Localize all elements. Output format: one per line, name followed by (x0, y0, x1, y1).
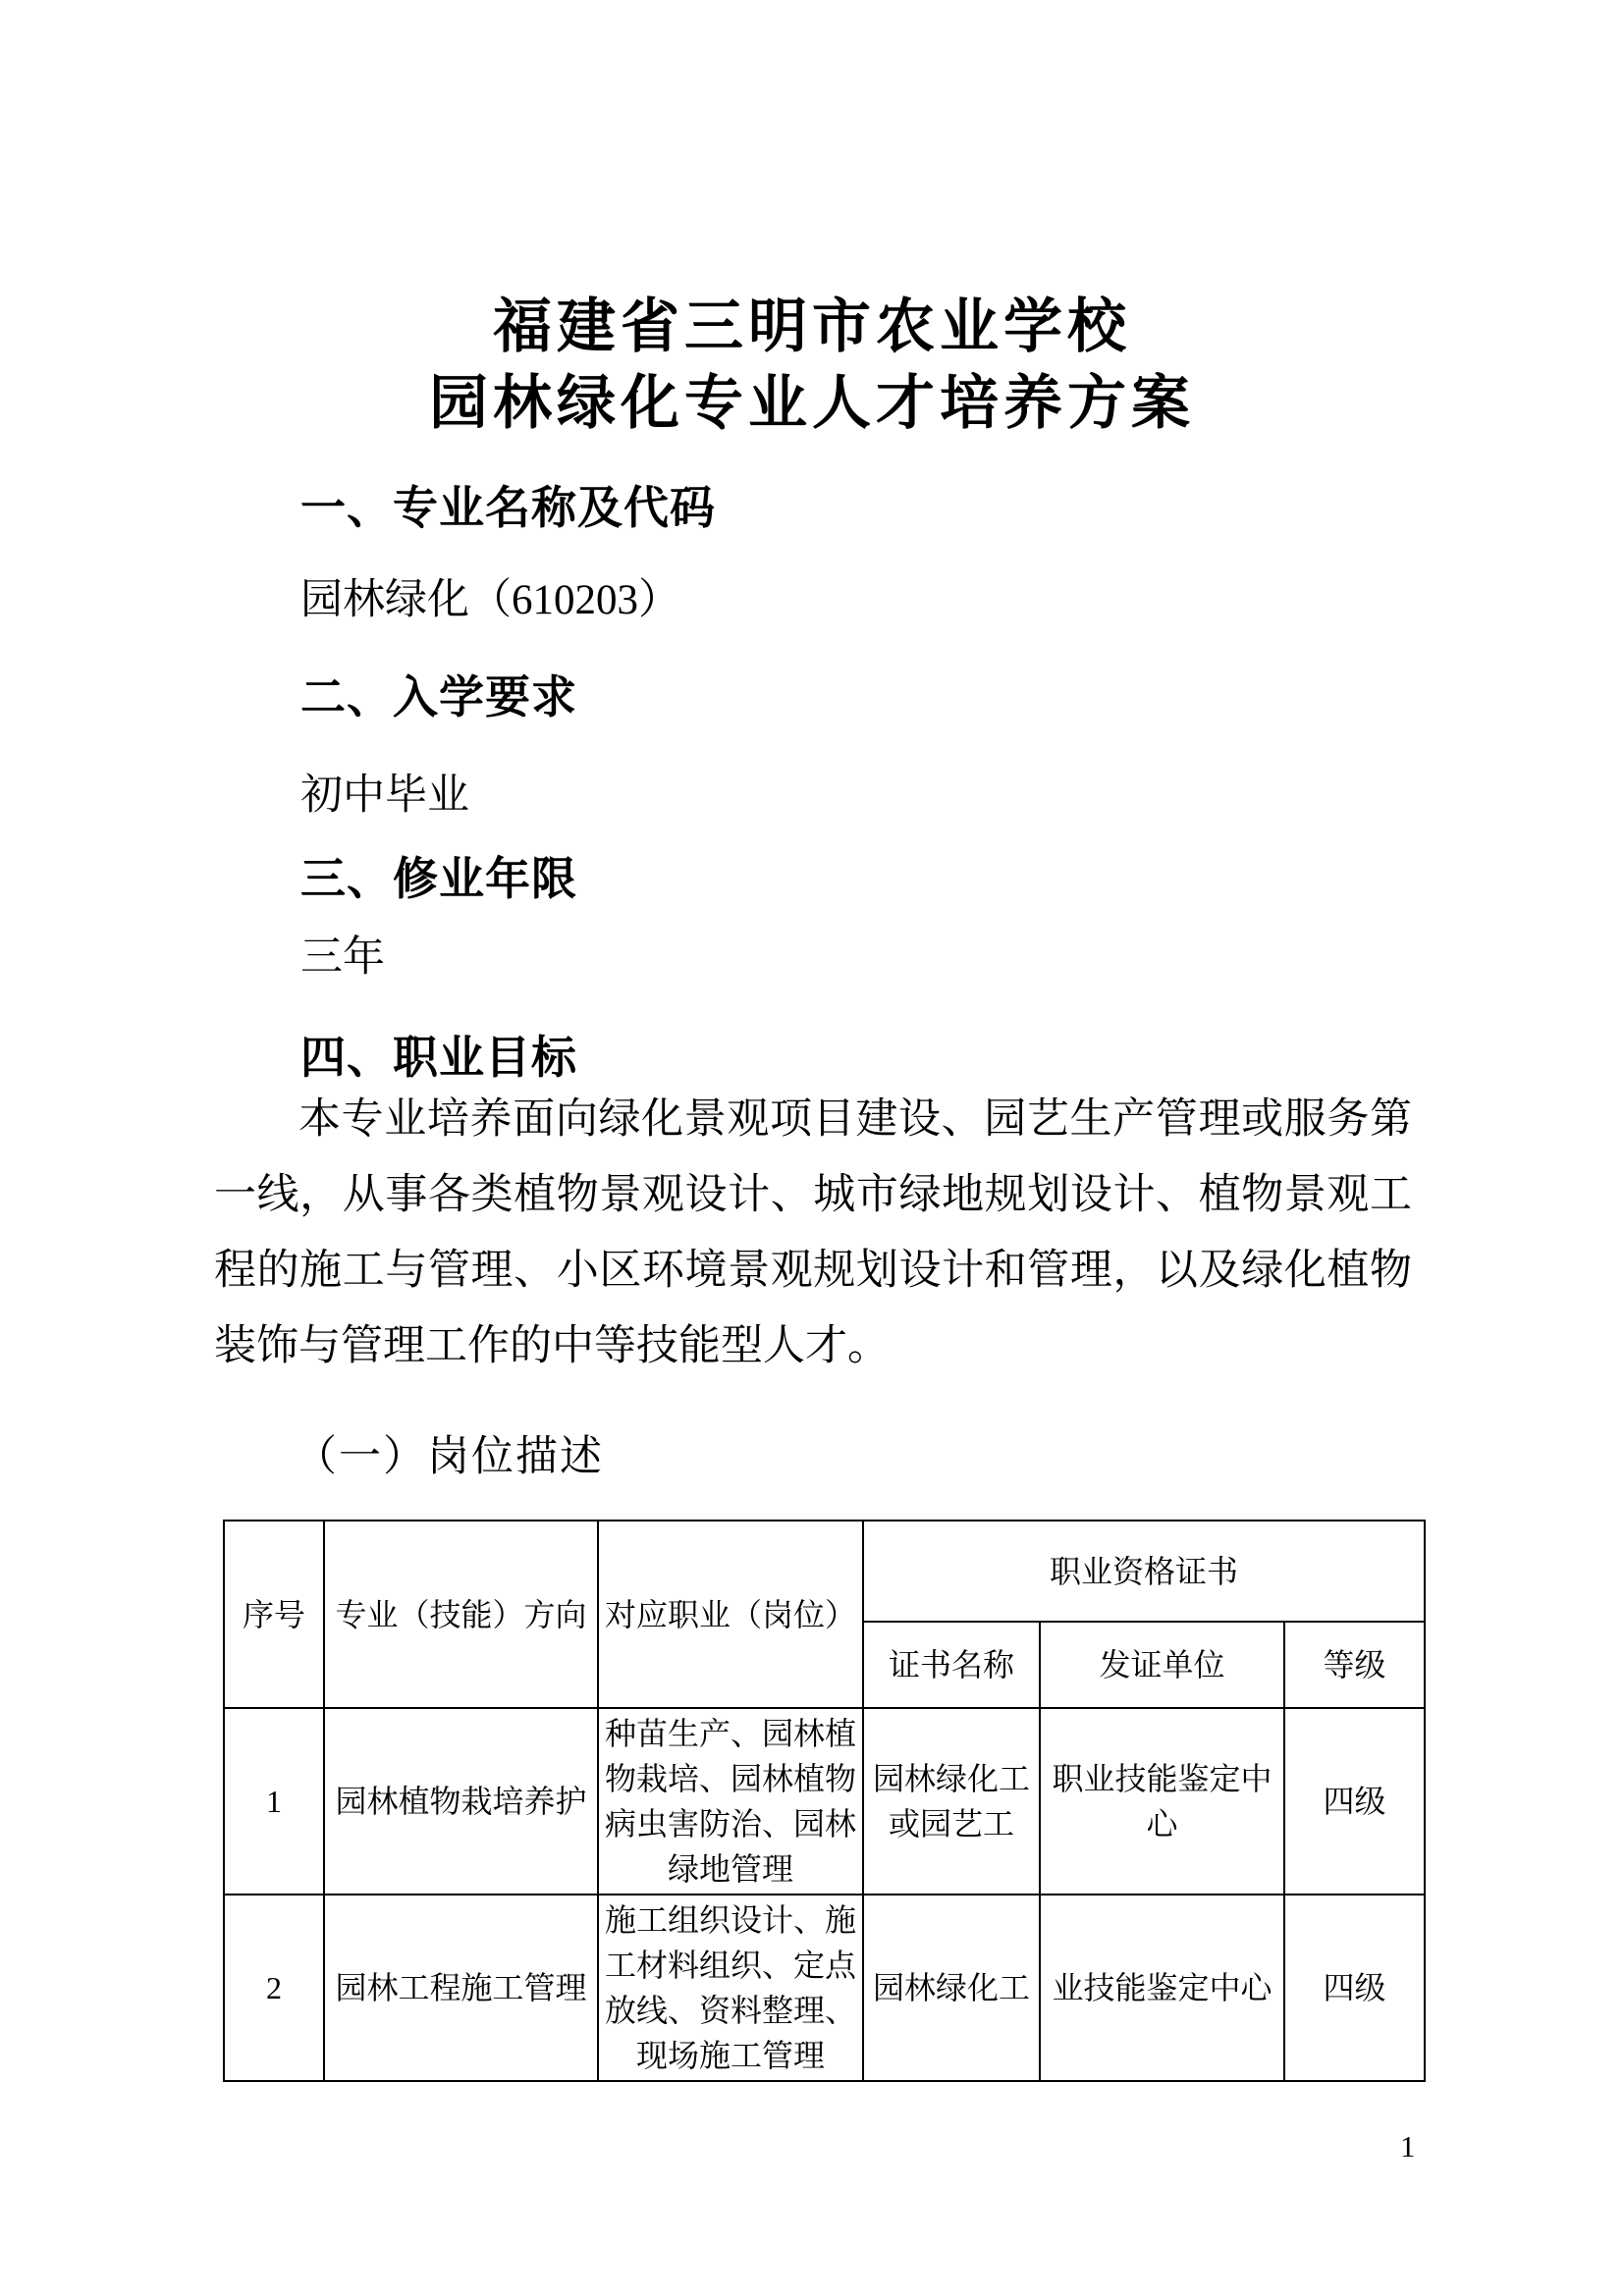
row1-cell-cert-name: 园林绿化工或园艺工 (863, 1708, 1040, 1895)
row1-cell-occupation: 种苗生产、园林植物栽培、园林植物病虫害防治、园林绿地管理 (598, 1708, 863, 1895)
row1-cell-issuer: 职业技能鉴定中心 (1040, 1708, 1284, 1895)
document-title (0, 289, 1624, 442)
header-cell-level: 等级 (1284, 1622, 1425, 1708)
header-cell-issuer: 发证单位 (1040, 1622, 1284, 1708)
header-cell-cert-name: 证书名称 (863, 1622, 1040, 1708)
section-body-entry-requirement: 初中毕业 (300, 773, 469, 819)
header-cell-no: 序号 (224, 1521, 324, 1708)
header-cell-cert-group: 职业资格证书 (863, 1521, 1425, 1622)
section-body-study-period: 三年 (300, 934, 385, 981)
row2-cell-issuer: 业技能鉴定中心 (1040, 1895, 1284, 2081)
page-number: 1 (1400, 2129, 1416, 2163)
row1-cell-direction: 园林植物栽培养护 (324, 1708, 598, 1895)
subsection-label-position-description: （一）岗位描述 (295, 1434, 604, 1480)
title-line-2: 园林绿化专业人才培养方案 (429, 371, 1195, 436)
table-header-row-1 (224, 1521, 1425, 1622)
table-row (224, 1708, 1425, 1895)
header-cell-direction: 专业（技能）方向 (324, 1521, 598, 1708)
career-objective-paragraph: 本专业培养面向绿化景观项目建设、园艺生产管理或服务第一线，从事各类植物景观设计、城市绿地规划设计、植物景观工程的施工与管理、小区环境景观规划设计和管理，以及绿化植物装饰与管理工作的中等技能型人才。 (214, 1096, 1412, 1369)
row2-cell-level: 四级 (1284, 1895, 1425, 2081)
section-heading-entry-requirement: 二、入学要求 (300, 671, 577, 722)
position-description-table (223, 1520, 1426, 2082)
section-heading-major-name: 一、专业名称及代码 (300, 482, 716, 533)
section-heading-study-period: 三、修业年限 (300, 853, 577, 904)
section-body-major-name: 园林绿化（610203） (300, 577, 680, 623)
table-row (224, 1895, 1425, 2081)
row2-cell-cert-name: 园林绿化工 (863, 1895, 1040, 2081)
row1-cell-no: 1 (224, 1708, 324, 1895)
row2-cell-direction: 园林工程施工管理 (324, 1895, 598, 2081)
row2-cell-no: 2 (224, 1895, 324, 2081)
section-heading-career-objective: 四、职业目标 (300, 1032, 577, 1083)
title-line-1: 福建省三明市农业学校 (493, 294, 1131, 359)
row2-cell-occupation: 施工组织设计、施工材料组织、定点放线、资料整理、现场施工管理 (598, 1895, 863, 2081)
header-cell-occupation: 对应职业（岗位） (598, 1521, 863, 1708)
row1-cell-level: 四级 (1284, 1708, 1425, 1895)
